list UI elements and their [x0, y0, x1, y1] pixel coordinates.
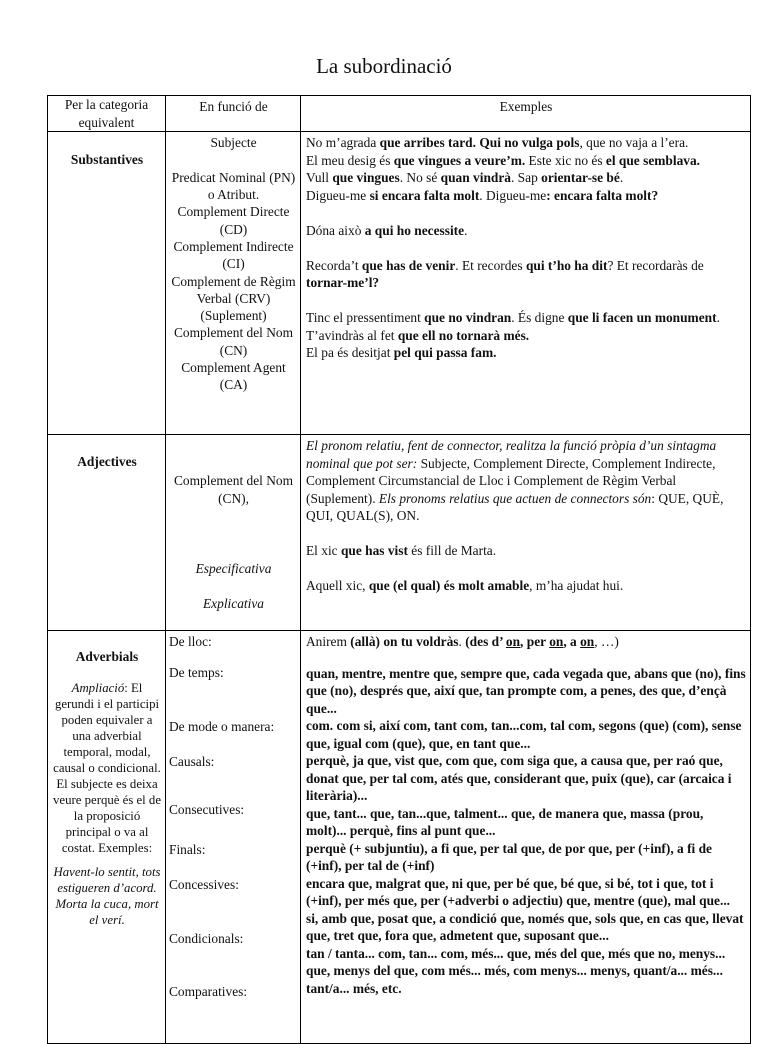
label-consecutives: Consecutives: [169, 802, 245, 817]
adjectives-intro: El pronom relatiu, fent de connector, realitza la funció pròpia d’un sintagma nominal que pot ser: Subjecte, Complement Directe, Complement Indirecte, Complement Circumstancial de Lloc i Complement de Règim Verbal (Suplement). Els pronoms relatius que actuen de connectors són: QUE, QUÈ, QUI, QUAL(S), ON. [306, 438, 724, 523]
function-complement-indirecte: Complement Indirecte (CI) [173, 238, 294, 272]
examples-adjectives [301, 435, 751, 631]
example-condicionals: si, amb que, posat que, a condició que, només que, sols que, en cas que, llevat que, tret que, fora que, admetent que, suposant que... [306, 910, 744, 943]
example-causals: perquè, ja que, vist que, com que, com siga que, a causa que, per raó que, donat que, per tal com, atés que, considerant que, puix (que), car (arcaica i literària)... [306, 753, 732, 803]
example-finals: perquè (+ subjuntiu), a fi que, per tal que, de por que, per (+inf), a fi de (+inf), per tal de (+inf) [306, 840, 712, 873]
function-complement-regim-verbal: Complement de Règim Verbal (CRV) (Suplement) [171, 273, 296, 324]
example-concessives: encara que, malgrat que, ni que, per bé que, bé que, si bé, tot i que, tot i (+inf), per més que, per (+adverbi o adjectiu) que, mentre (que), mal que... [306, 875, 731, 908]
subordination-table [47, 95, 751, 1044]
adverbials-heading: Adverbials [75, 649, 139, 664]
adverbials-note-examples: Havent-lo sentit, tots estigueren d’acord. Morta la cuca, mort el verí. [53, 865, 161, 927]
example-subjecte: No m’agrada que arribes tard. Qui no vulga pols, que no vaja a l’era. [306, 135, 689, 150]
function-explicativa: Explicativa [203, 595, 264, 611]
functions-adverbials [166, 631, 301, 1044]
example-comparatives: tan / tanta... com, tan... com, més... que, més del que, més que no, menys... que, menys del que, com més... més, com menys... menys, quant/a... més... tant/a... més, etc. [306, 945, 726, 996]
table-header-row [48, 96, 751, 132]
label-concessives: Concessives: [169, 877, 239, 892]
example-de-temps: quan, mentre, mentre que, sempre que, cada vegada que, abans que (no), fins que (no), després que, així que, tan prompte com, a penes, des que, d’ençà que... [306, 665, 746, 716]
label-de-temps: De temps: [169, 665, 224, 680]
category-adverbials [48, 631, 166, 1044]
example-crv: Recorda’t que has de venir. Et recordes qui t’ho ha dit? Et recordaràs de tornar-me’l? [306, 257, 704, 290]
example-cn: Tinc el pressentiment que no vindran. És digne que li facen un monument. T’avindràs al fet que ell no tornarà més. [306, 310, 720, 343]
function-complement-nom: Complement del Nom (CN) [173, 325, 293, 358]
example-de-lloc: Anirem (allà) on tu voldràs. (des d’ on, per on, a on, …) [306, 634, 619, 649]
example-ca: El pa és desitjat pel qui passa fam. [306, 345, 497, 360]
example-predicat: El meu desig és que vingues a veure’m. Este xic no és el que semblava. [306, 152, 701, 168]
label-de-lloc: De lloc: [169, 634, 212, 649]
example-ci: Dóna això a qui ho necessite. [306, 222, 468, 238]
function-complement-nom-adj: Complement del Nom (CN), [173, 473, 293, 506]
example-consecutives: que, tant... que, tan...que, talment... que, de manera que, massa (prou, molt)... perquè, fins al punt que... [306, 805, 704, 838]
label-finals: Finals: [169, 842, 206, 857]
example-cd: Vull que vingues. No sé quan vindrà. Sap orientar-se bé. [306, 170, 624, 185]
label-causals: Causals: [169, 754, 215, 769]
category-substantives: Substantives [48, 132, 166, 435]
examples-substantives [301, 132, 751, 435]
label-comparatives: Comparatives: [169, 984, 248, 999]
functions-substantives [166, 132, 301, 435]
functions-adjectives [166, 435, 301, 631]
function-complement-directe: Complement Directe (CD) [177, 204, 290, 237]
header-category: Per la categoria equivalent [48, 96, 166, 132]
table-row-adverbials [48, 631, 751, 1044]
examples-adverbials [301, 631, 751, 1044]
category-adjectives: Adjectives [48, 435, 166, 631]
header-function: En funció de [166, 96, 301, 132]
example-cd-2: Digueu-me si encara falta molt. Digueu-me: encara falta molt? [306, 187, 659, 203]
function-complement-agent: Complement Agent (CA) [181, 360, 286, 393]
function-especificativa: Especificativa [195, 560, 272, 576]
adverbials-note: Ampliació: El gerundi i el participi poden equivaler a una adverbial temporal, modal, causal o condicional. El subjecte es deixa veure perquè és el de la proposició principal o va al costat. Exemples: [53, 681, 162, 855]
table-row-substantives [48, 132, 751, 435]
label-de-mode: De mode o manera: [169, 719, 275, 734]
function-subjecte: Subjecte [210, 135, 257, 150]
label-condicionals: Condicionals: [169, 931, 244, 946]
example-explicativa: Aquell xic, que (el qual) és molt amable, m’ha ajudat hui. [306, 578, 624, 593]
table-row-adjectives [48, 435, 751, 631]
page-title: La subordinació [316, 54, 452, 78]
example-especificativa: El xic que has vist és fill de Marta. [306, 543, 497, 558]
header-examples: Exemples [301, 96, 751, 132]
example-de-mode: com. com si, així com, tant com, tan...com, tal com, segons (que) (com), sense que, igual com (que), que, en tant que... [306, 718, 742, 751]
function-predicat-nominal: Predicat Nominal (PN) o Atribut. [171, 169, 296, 203]
